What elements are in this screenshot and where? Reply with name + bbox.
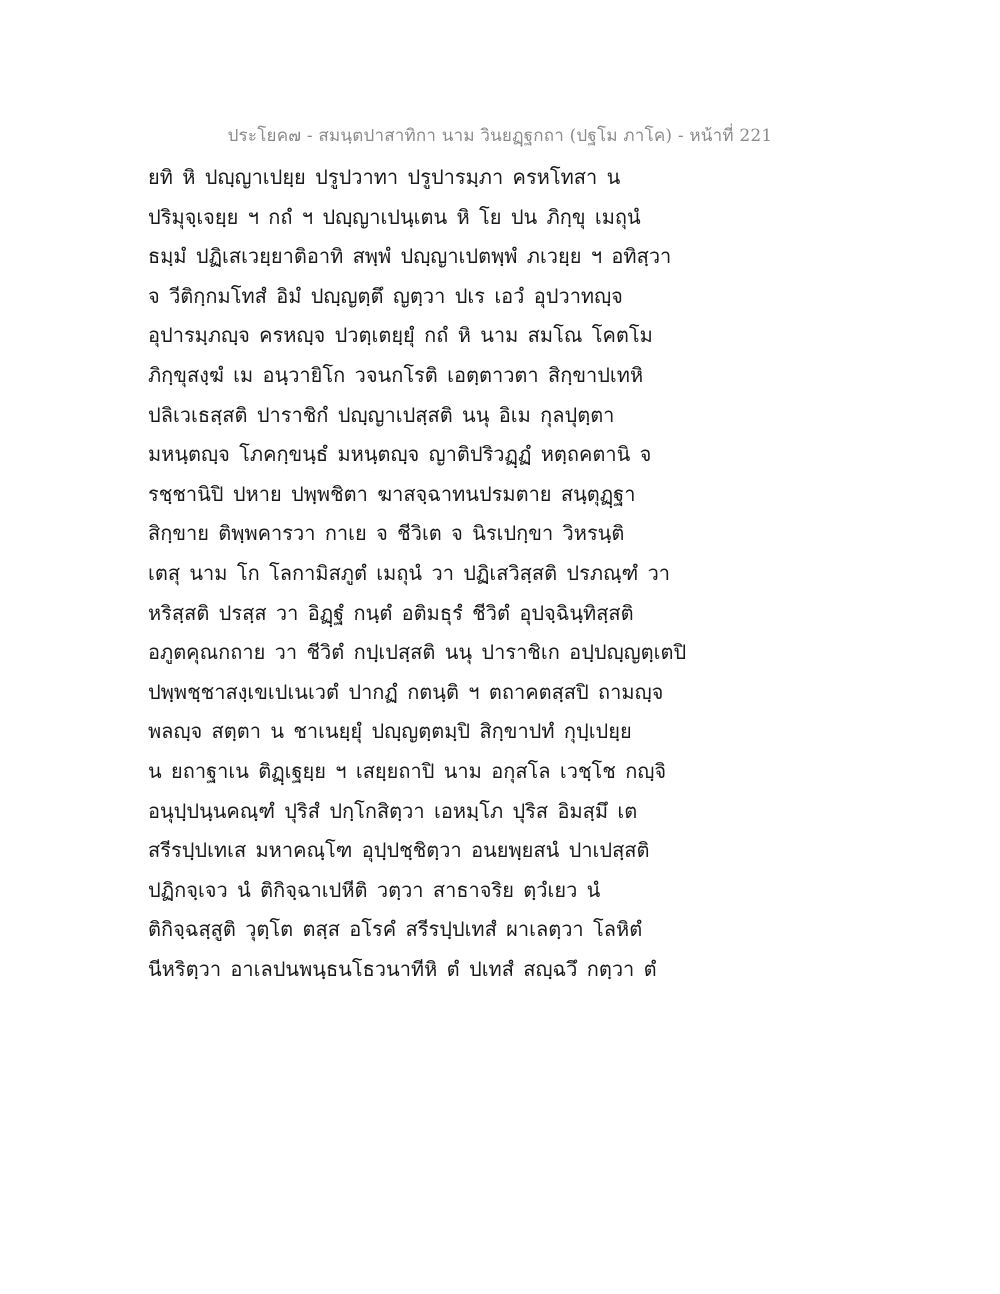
text-line: สิกฺขาย ติพฺพคารวา กาเย จ ชีวิเต จ นิรเปกฺขา วิหรนฺติ (148, 521, 625, 546)
text-line: ปฏิกจฺเจว นํ ติกิจฺฉาเปหีติ วตฺวา สาธาจริย ตฺวํเยว นํ (148, 877, 601, 902)
text-line: ปลิเวเธสฺสติ ปาราชิกํ ปญฺญาเปสฺสติ นนุ อิเม กุลปุตฺตา (148, 402, 615, 427)
text-line: มหนฺตญฺจ โภคกฺขนฺธํ มหนฺตญฺจ ญาติปริวฏฺฏํ หตฺถคตานิ จ (148, 442, 652, 467)
text-line: ติกิจฺฉสฺสูติ วุตฺโต ตสฺส อโรคํ สรีรปฺปเทสํ ผาเลตฺวา โลหิตํ (148, 917, 643, 942)
text-line: รชฺชานิปิ ปหาย ปพฺพชิตา ฆาสจฺฉาทนปรมตาย สนฺตุฏฺฐา (148, 481, 636, 506)
text-line: สรีรปฺปเทเส มหาคณฺโฑ อุปฺปชฺชิตฺวา อนยพฺยสนํ ปาเปสฺสติ (148, 838, 650, 863)
text-line: ธมฺมํ ปฏิเสเวยฺยาติอาทิ สพฺพํ ปญฺญาเปตพฺพํ ภเวยฺย ฯ อทิสฺวา (148, 244, 672, 269)
text-line: อภูตคุณกถาย วา ชีวิตํ กปฺเปสฺสติ นนุ ปาราชิเก อปฺปญฺญตฺเตปิ (148, 640, 687, 665)
text-line: น ยถาฐาเน ติฏฺเฐยฺย ฯ เสยฺยถาปิ นาม อกุสโล เวชฺโช กญฺจิ (148, 758, 667, 783)
text-line: เตสุ นาม โก โลกามิสภูตํ เมถุนํ วา ปฏิเสวิสฺสติ ปรภณฺฑํ วา (148, 560, 671, 585)
text-line: ปพฺพชฺชาสงฺเขเปเนเวตํ ปากฏํ กตนฺติ ฯ ตถาคตสฺสปิ ถามญฺจ (148, 679, 664, 704)
page-header: ประโยค๗ - สมนฺตปาสาทิกา นาม วินยฏฺฐกถา (ปฐโม ภาโค) - หน้าที่ 221 (227, 126, 773, 146)
text-line: ยทิ หิ ปญฺญาเปยฺย ปรูปวาทา ปรูปารมฺภา ครหโทสา น (148, 165, 621, 189)
text-line: จ วีติกฺกมโทสํ อิมํ ปญฺญตฺตึ ญตฺวา ปเร เอวํ อุปวาทญฺจ (148, 283, 623, 308)
text-line: อุปารมฺภญฺจ ครหญฺจ ปวตฺเตยฺยุํ กถํ หิ นาม สมโณ โคตโม (148, 323, 653, 348)
text-line: ปริมุจฺเจยฺย ฯ กถํ ฯ ปญฺญาเปนฺเตน หิ โย ปน ภิกฺขุ เมถุนํ (148, 204, 641, 229)
text-line: หริสฺสติ ปรสฺส วา อิฏฺฐํ กนฺตํ อติมธุรํ ชีวิตํ อุปจฺฉินฺทิสฺสติ (148, 600, 634, 625)
body-text (148, 158, 687, 989)
text-line: นีหริตฺวา อาเลปนพนฺธนโธวนาทีหิ ตํ ปเทสํ สญฺฉวึ กตฺวา ตํ (148, 956, 657, 981)
text-line: อนุปฺปนฺนคณฺฑํ ปุริสํ ปกฺโกสิตฺวา เอหมฺโภ ปุริส อิมสฺมึ เต (148, 798, 638, 823)
text-line: พลญฺจ สตฺตา น ชาเนยฺยุํ ปญฺญตฺตมฺปิ สิกฺขาปทํ กุปฺเปยฺย (148, 719, 632, 744)
text-line: ภิกฺขุสงฺฆํ เม อนฺวายิโก วจนกโรติ เอตฺตาวตา สิกฺขาปเทหิ (148, 362, 644, 387)
